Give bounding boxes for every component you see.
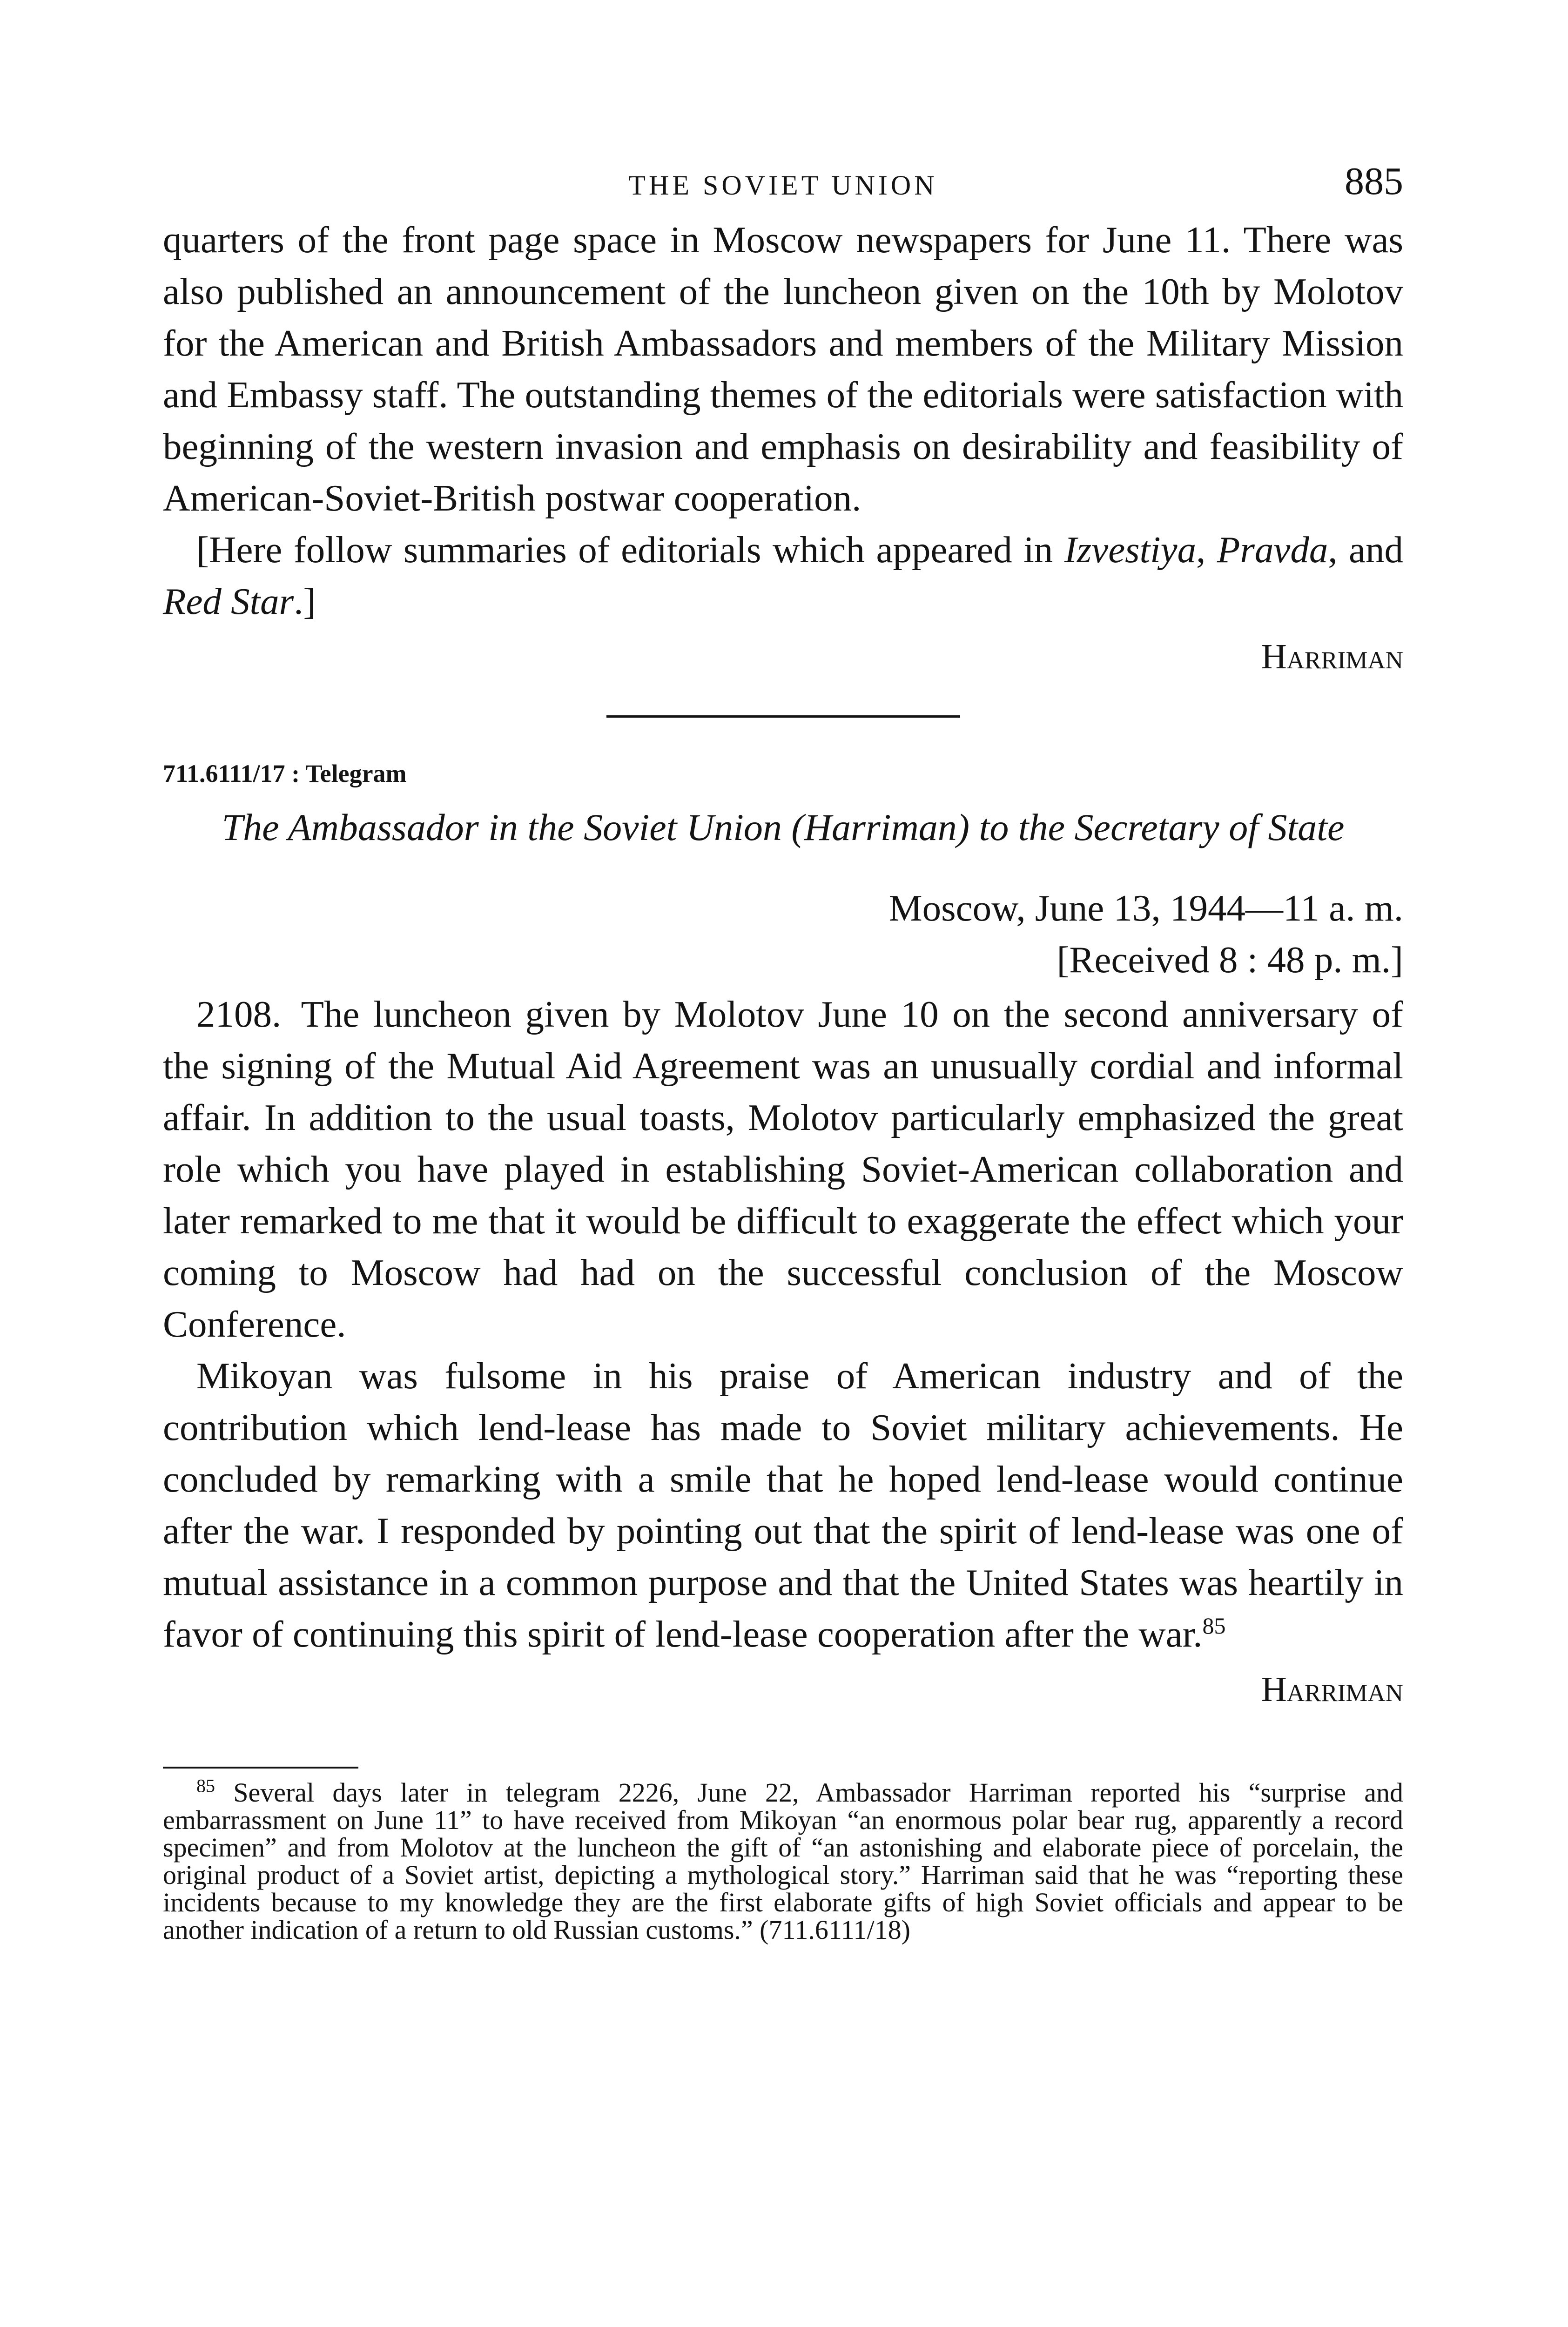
section-divider: [606, 715, 960, 718]
note-open-text: [Here follow summaries of editorials which appeared in: [196, 529, 1064, 571]
footnote: [163, 1775, 1404, 1945]
received-time: [Received 8 : 48 p. m.]: [1057, 939, 1403, 981]
footnote-text: Several days later in telegram 2226, June 22, Ambassador Harriman reported his “surprise and embarrassment on June 11” to have received from Mikoyan “an enormous polar bear rug, apparently a record specimen” and from Molotov at the luncheon the gift of “an astonishing and elaborate piece of porcelain, the original product of a Soviet artist, depicting a mythological story.” Harriman said that he was “reporting these incidents because to my knowledge they are the first elaborate gifts of high Soviet officials and appear to be another indication of a return to old Russian customs.” (711.6111/18): [163, 1777, 1404, 1945]
footnote-marker: 85: [196, 1775, 215, 1796]
signature-first: Harriman: [1261, 637, 1403, 676]
page-number: 885: [1345, 160, 1403, 203]
signature-second: Harriman: [1261, 1670, 1403, 1709]
red-star-title: Red Star: [163, 580, 294, 622]
running-title: THE SOVIET UNION: [628, 170, 938, 201]
document-page: [163, 158, 1403, 1944]
file-reference: 711.6111/17 : Telegram: [163, 760, 407, 787]
telegram-paragraph-1: [163, 989, 1403, 1350]
telegram-paragraph-1-text: The luncheon given by Molotov June 10 on the second anniversary of the signing of the Mutual Aid Agreement was an unusually cordial and informal affair. In addition to the usual toasts, Molotov particularly emphasized the great role which you have played in establishing Soviet-American collaboration and later remarked to me that it would be difficult to exaggerate the effect which your coming to Moscow had had on the successful conclusion of the Moscow Conference.: [163, 993, 1403, 1345]
dateline: Moscow, June 13, 1944—11 a. m.: [888, 887, 1403, 929]
footnote-rule: [163, 1767, 358, 1769]
note-close-text: .]: [294, 580, 316, 622]
continued-paragraph: quarters of the front page space in Moscow newspapers for June 11. There was also published an announcement of the luncheon given on the 10th by Molotov for the American and British Ambassadors and members of the Military Mission and Embassy staff. The outstanding themes of the editorials were satisfaction with beginning of the western invasion and emphasis on desirability and feasibility of American-Soviet-British postwar cooperation.: [163, 219, 1403, 519]
telegram-paragraph-2: [163, 1350, 1403, 1660]
telegram-number: 2108.: [196, 993, 282, 1035]
note-comma-text: ,: [1196, 529, 1217, 571]
footnote-reference: 85: [1202, 1613, 1226, 1639]
editorial-summary-note: [163, 524, 1403, 627]
telegram-paragraph-2-text: Mikoyan was fulsome in his praise of American industry and of the contribution which lend-lease has made to Soviet military achievements. He concluded by remarking with a smile that he hoped lend-lease would continue after the war. I responded by pointing out that the spirit of lend-lease was one of mutual assistance in a common purpose and that the United States was heartily in favor of continuing this spirit of lend-lease cooperation after the war.: [163, 1355, 1403, 1655]
pravda-title: Pravda: [1217, 529, 1328, 571]
running-head: [163, 158, 1403, 214]
document-heading: The Ambassador in the Soviet Union (Harriman) to the Secretary of State: [222, 806, 1345, 848]
note-and-text: , and: [1328, 529, 1404, 571]
izvestiya-title: Izvestiya: [1064, 529, 1197, 571]
